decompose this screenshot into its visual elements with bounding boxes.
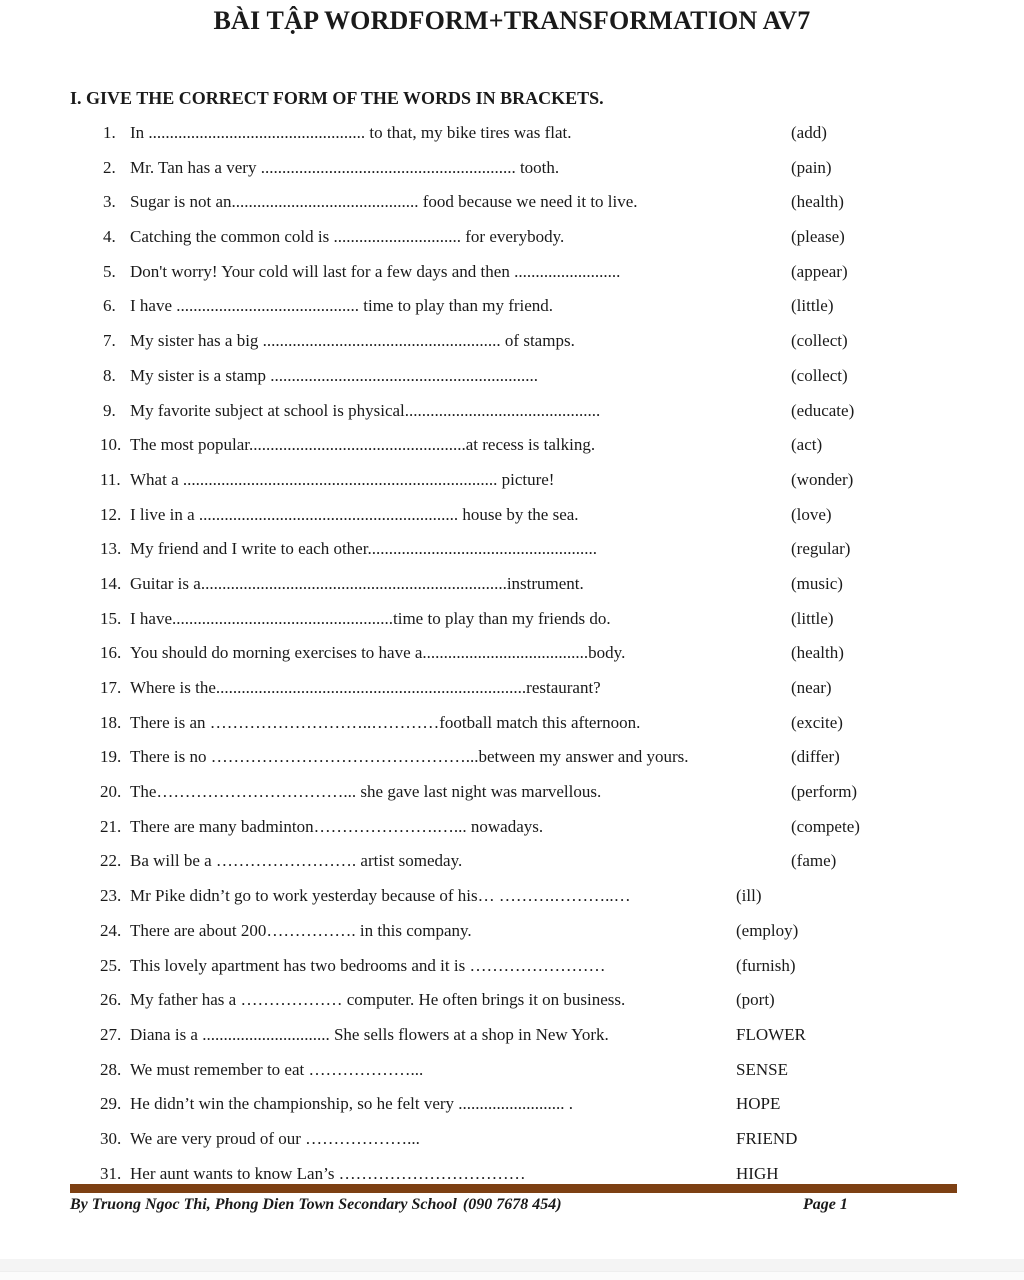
item-hint-word: (pain) xyxy=(791,157,832,177)
item-number: 17. xyxy=(100,678,122,697)
page-footer xyxy=(70,1196,957,1214)
item-number: 13. xyxy=(100,539,122,559)
item-hint-word: (collect) xyxy=(791,365,848,385)
item-hint-word: (furnish) xyxy=(736,955,796,975)
item-number: 7. xyxy=(103,331,116,351)
item-number: 31. xyxy=(100,1163,122,1183)
item-hint-word: (near) xyxy=(791,678,832,697)
item-number: 3. xyxy=(103,192,116,212)
exercise-item xyxy=(100,712,1004,747)
item-hint-word: (little) xyxy=(791,608,834,628)
item-number: 8. xyxy=(103,365,116,385)
item-sentence: I have ........................................... time to play than my friend. xyxy=(130,296,554,316)
exercise-item xyxy=(100,504,1004,539)
item-number: 12. xyxy=(100,504,122,524)
exercise-item xyxy=(100,365,1004,400)
item-hint-word: (health) xyxy=(791,192,844,212)
footer-author: By Truong Ngoc Thi, Phong Dien Town Secondary School xyxy=(70,1196,457,1213)
exercise-list xyxy=(100,122,1004,1197)
item-sentence: This lovely apartment has two bedrooms and it is …………………… xyxy=(130,955,606,975)
exercise-item xyxy=(100,573,1004,608)
exercise-item xyxy=(100,885,1004,920)
item-hint-word: (port) xyxy=(736,990,775,1010)
item-sentence: You should do morning exercises to have a.......................................body. xyxy=(130,643,626,663)
item-hint-word: HOPE xyxy=(736,1094,781,1114)
item-number: 26. xyxy=(100,990,122,1010)
item-hint-word: (please) xyxy=(791,227,845,247)
item-hint-word: FRIEND xyxy=(736,1128,798,1148)
exercise-item xyxy=(100,295,1004,330)
item-sentence: Ba will be a ……………………. artist someday. xyxy=(130,851,463,871)
exercise-item xyxy=(100,816,1004,851)
item-number: 2. xyxy=(103,157,116,177)
item-sentence: Don't worry! Your cold will last for a few days and then ......................... xyxy=(130,261,621,281)
item-hint-word: (educate) xyxy=(791,400,855,420)
exercise-item xyxy=(100,642,1004,677)
exercise-item xyxy=(100,677,1004,712)
item-sentence: Sugar is not an............................................ food because we need it to live. xyxy=(130,192,638,212)
item-hint-word: (act) xyxy=(791,435,823,455)
item-number: 10. xyxy=(100,435,122,455)
item-number: 22. xyxy=(100,851,122,871)
item-number: 25. xyxy=(100,955,122,975)
item-hint-word: (music) xyxy=(791,573,843,593)
exercise-item xyxy=(100,608,1004,643)
item-hint-word: (fame) xyxy=(791,851,837,871)
item-sentence: Guitar is a........................................................................instrument. xyxy=(130,573,584,593)
item-number: 18. xyxy=(100,712,122,732)
item-number: 16. xyxy=(100,643,122,663)
page-number: Page 1 xyxy=(803,1196,848,1213)
item-number: 15. xyxy=(100,608,122,628)
footer-divider-rule xyxy=(70,1184,957,1193)
item-number: 30. xyxy=(100,1128,122,1148)
item-number: 1. xyxy=(103,123,116,142)
exercise-item xyxy=(100,400,1004,435)
exercise-item xyxy=(100,920,1004,955)
item-sentence: There is an ………………………..…………football match this afternoon. xyxy=(130,712,641,732)
item-sentence: My father has a ……………… computer. He often brings it on business. xyxy=(130,990,626,1010)
item-hint-word: (regular) xyxy=(791,539,851,559)
document-title: BÀI TẬP WORDFORM+TRANSFORMATION AV7 xyxy=(213,6,811,35)
item-hint-word: FLOWER xyxy=(736,1024,806,1044)
exercise-item xyxy=(100,850,1004,885)
item-hint-word: (differ) xyxy=(791,747,840,767)
item-sentence: My friend and I write to each other...................................................... xyxy=(130,539,597,559)
item-hint-word: (health) xyxy=(791,643,844,663)
item-sentence: We must remember to eat ………………... xyxy=(130,1059,424,1079)
item-number: 27. xyxy=(100,1024,122,1044)
exercise-item xyxy=(100,1024,1004,1059)
exercise-item xyxy=(100,1128,1004,1163)
exercise-item xyxy=(100,955,1004,990)
section-heading: I. GIVE THE CORRECT FORM OF THE WORDS IN BRACKETS. xyxy=(70,88,604,108)
item-sentence: In ................................................... to that, my bike tires was flat. xyxy=(130,123,572,142)
item-sentence: I have....................................................time to play than my friends do. xyxy=(130,608,611,628)
item-sentence: There is no ………………………………………...between my answer and yours. xyxy=(130,747,689,767)
exercise-item xyxy=(100,122,1004,157)
item-hint-word: (little) xyxy=(791,296,834,316)
exercise-item xyxy=(100,157,1004,192)
item-hint-word: (compete) xyxy=(791,816,860,836)
footer-phone: (090 7678 454) xyxy=(462,1196,562,1213)
exercise-item xyxy=(100,330,1004,365)
item-sentence: He didn’t win the championship, so he felt very ......................... . xyxy=(130,1094,574,1114)
exercise-item xyxy=(100,434,1004,469)
item-sentence: We are very proud of our ………………... xyxy=(130,1128,420,1148)
exercise-item xyxy=(100,226,1004,261)
item-sentence: Diana is a .............................. She sells flowers at a shop in New York. xyxy=(130,1024,609,1044)
item-hint-word: (collect) xyxy=(791,331,848,351)
item-number: 21. xyxy=(100,816,122,836)
item-number: 14. xyxy=(100,573,122,593)
item-sentence: I live in a ............................................................. house by the sea. xyxy=(130,504,579,524)
item-sentence: The most popular...................................................at recess is talking. xyxy=(130,435,596,455)
item-number: 5. xyxy=(103,261,116,281)
item-sentence: What a .......................................................................... picture! xyxy=(130,469,555,489)
item-sentence: The……………………………... she gave last night was marvellous. xyxy=(130,782,602,802)
item-hint-word: (appear) xyxy=(791,261,848,281)
item-hint-word: HIGH xyxy=(736,1163,779,1183)
item-number: 28. xyxy=(100,1059,122,1079)
item-sentence: Mr. Tan has a very ............................................................ tooth. xyxy=(130,157,560,177)
exercise-item xyxy=(100,781,1004,816)
item-number: 4. xyxy=(103,227,116,247)
item-sentence: My sister is a stamp ............................................................... xyxy=(130,365,538,385)
item-number: 6. xyxy=(103,296,116,316)
item-hint-word: (perform) xyxy=(791,782,858,802)
exercise-item xyxy=(100,1059,1004,1094)
item-hint-word: (excite) xyxy=(791,712,843,732)
exercise-item xyxy=(100,989,1004,1024)
item-sentence: There are about 200……………. in this company. xyxy=(130,920,472,940)
exercise-item xyxy=(100,191,1004,226)
page-bottom-edge-outer xyxy=(0,1272,1024,1280)
item-sentence: Where is the.........................................................................restaurant? xyxy=(130,678,601,697)
item-number: 19. xyxy=(100,747,122,767)
item-number: 24. xyxy=(100,920,122,940)
item-number: 23. xyxy=(100,886,122,906)
item-sentence: Catching the common cold is .............................. for everybody. xyxy=(130,227,565,247)
item-sentence: Her aunt wants to know Lan’s …………………………… xyxy=(130,1163,526,1183)
item-hint-word: (employ) xyxy=(736,920,799,940)
exercise-item xyxy=(100,261,1004,296)
exercise-item xyxy=(100,469,1004,504)
item-hint-word: (ill) xyxy=(736,886,762,906)
item-hint-word: SENSE xyxy=(736,1059,788,1079)
item-hint-word: (add) xyxy=(791,123,827,142)
item-sentence: My favorite subject at school is physical.............................................. xyxy=(130,400,601,420)
item-hint-word: (love) xyxy=(791,504,832,524)
item-number: 9. xyxy=(103,400,116,420)
item-number: 29. xyxy=(100,1094,122,1114)
page-bottom-edge xyxy=(0,1259,1024,1272)
item-sentence: My sister has a big ........................................................ of stamps. xyxy=(130,331,575,351)
item-sentence: There are many badminton………………….…... nowadays. xyxy=(130,816,544,836)
item-hint-word: (wonder) xyxy=(791,469,854,489)
item-number: 20. xyxy=(100,782,122,802)
exercise-item xyxy=(100,746,1004,781)
exercise-item xyxy=(100,1093,1004,1128)
item-sentence: Mr Pike didn’t go to work yesterday because of his… ……….………..… xyxy=(130,886,631,906)
exercise-item xyxy=(100,538,1004,573)
item-number: 11. xyxy=(100,469,121,489)
